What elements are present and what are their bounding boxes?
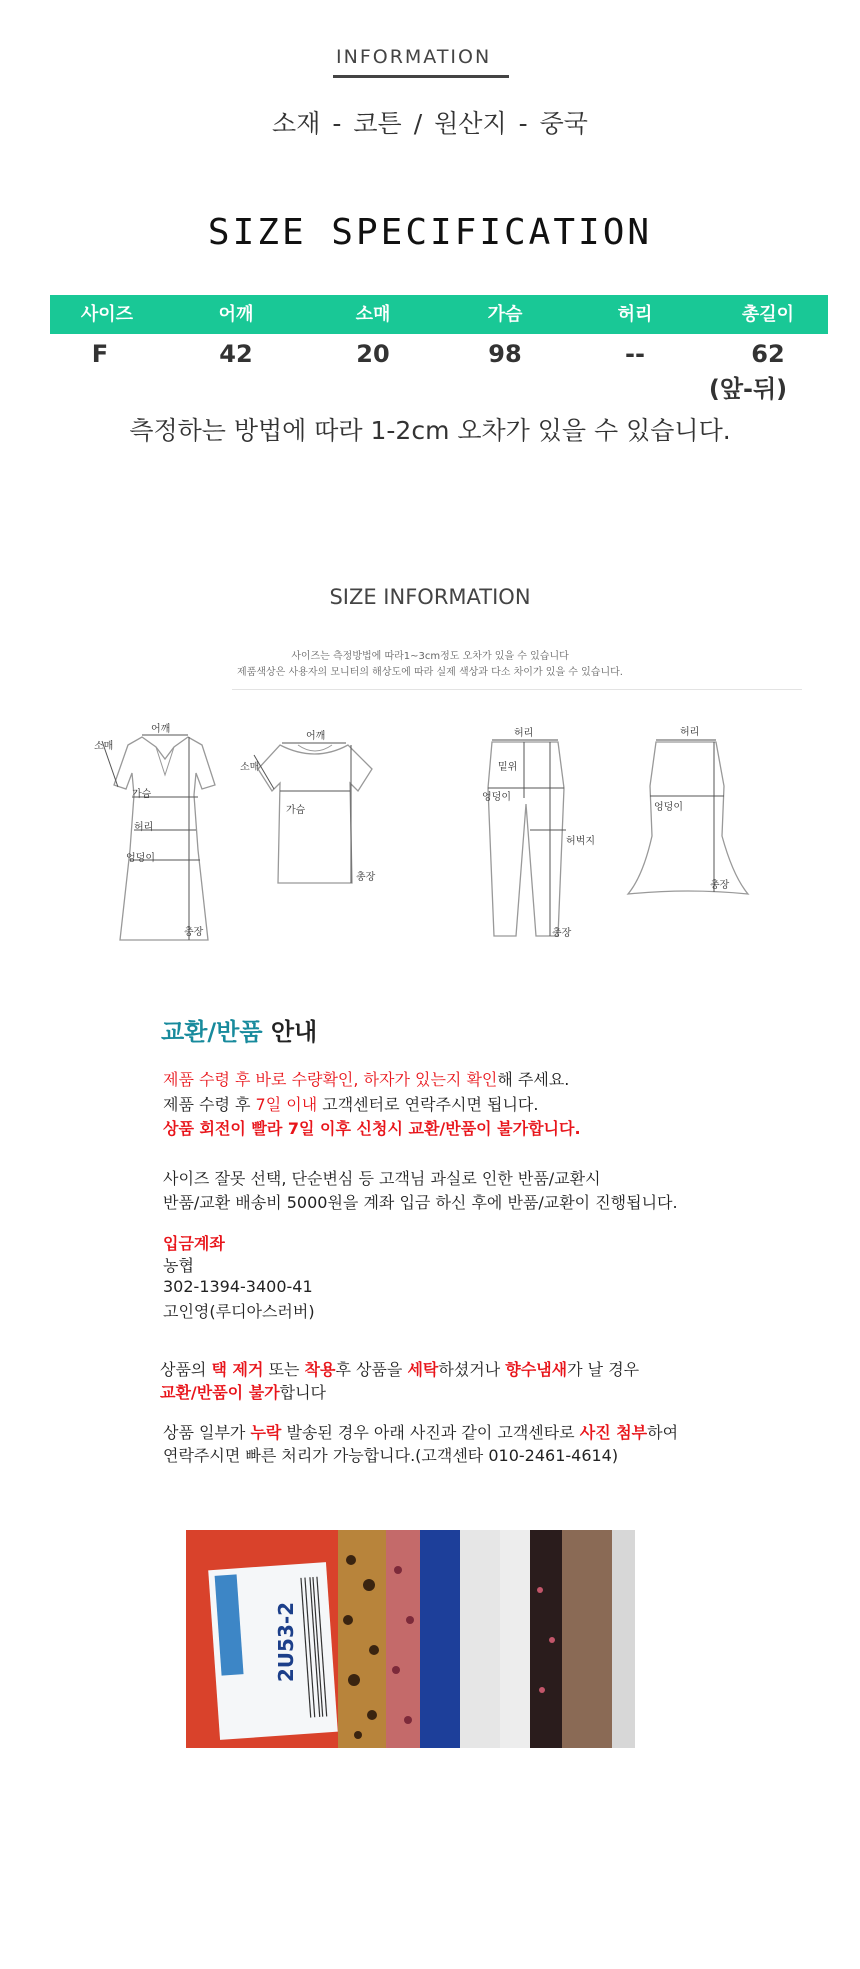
exchange-line-1-red: 제품 수령 후 바로 수량확인, 하자가 있는지 확인 [163, 1070, 498, 1089]
pants-hip-label: 엉덩이 [482, 792, 511, 803]
exchange-title [161, 1012, 317, 1047]
product-photo-image [186, 1530, 635, 1748]
notice-1-wash: 세탁 [407, 1360, 439, 1379]
exchange-line-1 [163, 1067, 569, 1090]
tshirt-shoulder-label: 어깨 [306, 731, 326, 742]
exchange-line-2 [163, 1092, 538, 1115]
notice-line-3 [163, 1420, 678, 1443]
exchange-line-2-b: 고객센터로 연락주시면 됩니다. [317, 1095, 539, 1114]
size-info-title: SIZE INFORMATION [329, 585, 531, 609]
dress-illustration [90, 725, 240, 945]
account-holder: 고인영(루디아스러버) [163, 1302, 315, 1321]
notice-1-a: 상품의 [160, 1360, 212, 1379]
notice-3-missing: 누락 [250, 1423, 282, 1442]
value-sleeve: 20 [356, 340, 390, 368]
dress-hip-label: 엉덩이 [126, 853, 155, 864]
exchange-line-2-a: 제품 수령 후 [163, 1095, 256, 1114]
size-spec-title: SIZE SPECIFICATION [207, 212, 653, 253]
slash: / [413, 109, 423, 138]
value-length-note: (앞-뒤) [708, 375, 788, 403]
notice-3-c: 하여 [647, 1423, 679, 1442]
notice-line-2 [160, 1380, 326, 1403]
notice-1-d: 하셨거나 [438, 1360, 506, 1379]
exchange-line-5: 반품/교환 배송비 5000원을 계좌 입금 하신 후에 반품/교환이 진행됩니다. [163, 1193, 678, 1212]
product-photo [186, 1530, 635, 1748]
header-sleeve: 소매 [355, 304, 391, 325]
header-length: 총길이 [741, 304, 795, 325]
dress-length-label: 총장 [184, 927, 204, 938]
size-info-note-2: 제품색상은 사용자의 모니터의 해상도에 따라 실제 색상과 다소 차이가 있을 수 있습니다. [237, 667, 623, 678]
origin-label: 원산지 [434, 109, 507, 138]
pants-rise-label: 밑위 [498, 762, 518, 773]
dash-1: - [332, 109, 342, 138]
skirt-diagram [618, 726, 758, 906]
dress-shoulder-label: 어깨 [151, 724, 171, 735]
skirt-illustration [618, 726, 758, 906]
notice-1-wear: 착용 [304, 1360, 336, 1379]
skirt-waist-label: 허리 [680, 727, 700, 738]
pants-length-label: 총장 [552, 928, 572, 939]
size-info-divider [232, 689, 802, 690]
size-table-header [50, 295, 828, 334]
notice-2-red: 교환/반품이 불가 [160, 1383, 280, 1402]
material-value: 코튼 [353, 109, 402, 138]
tshirt-length-label: 총장 [356, 872, 376, 883]
skirt-length-label: 총장 [710, 880, 730, 891]
dress-sleeve-label: 소매 [94, 741, 114, 752]
notice-2-rest: 합니다 [279, 1383, 326, 1402]
header-chest: 가슴 [487, 304, 523, 325]
pants-waist-label: 허리 [514, 728, 534, 739]
exchange-line-2-red: 7일 이내 [255, 1095, 318, 1114]
information-underline [333, 75, 509, 78]
photo-tag-code: 2U53-2 [274, 1601, 299, 1683]
pants-diagram [470, 728, 610, 948]
notice-1-tag: 택 제거 [211, 1360, 264, 1379]
value-size: F [91, 340, 109, 368]
notice-1-b: 또는 [263, 1360, 305, 1379]
dress-chest-label: 가슴 [132, 789, 152, 800]
measure-note: 측정하는 방법에 따라 1-2cm 오차가 있을 수 있습니다. [129, 416, 731, 445]
skirt-hip-label: 엉덩이 [654, 802, 683, 813]
exchange-title-main: 교환/반품 [161, 1018, 263, 1046]
size-info-note-1: 사이즈는 측정방법에 따라1~3cm정도 오차가 있을 수 있습니다 [291, 651, 569, 662]
tshirt-chest-label: 가슴 [286, 805, 306, 816]
exchange-line-3: 상품 회전이 빨라 7일 이후 신청시 교환/반품이 불가합니다. [163, 1119, 581, 1138]
header-shoulder: 어깨 [218, 304, 254, 325]
exchange-line-4: 사이즈 잘못 선택, 단순변심 등 고객님 과실로 인한 반품/교환시 [163, 1169, 601, 1188]
value-waist: -- [625, 340, 645, 368]
dash-2: - [518, 109, 528, 138]
exchange-line-1-rest: 해 주세요. [497, 1070, 570, 1089]
tshirt-diagram [240, 733, 390, 903]
header-waist: 허리 [617, 304, 653, 325]
value-chest: 98 [488, 340, 522, 368]
pants-thigh-label: 허벅지 [566, 836, 595, 847]
dress-waist-label: 허리 [134, 822, 154, 833]
notice-1-c: 후 상품을 [335, 1360, 408, 1379]
value-length: 62 [751, 340, 785, 368]
notice-1-e: 가 날 경우 [567, 1360, 640, 1379]
origin-value: 중국 [539, 109, 588, 138]
account-number: 302-1394-3400-41 [163, 1277, 313, 1296]
value-shoulder: 42 [219, 340, 253, 368]
notice-3-a: 상품 일부가 [163, 1423, 251, 1442]
material-origin-line [0, 104, 860, 140]
tshirt-sleeve-label: 소매 [240, 762, 260, 773]
notice-3-photo: 사진 첨부 [579, 1423, 648, 1442]
information-title: INFORMATION [336, 46, 492, 68]
exchange-title-sub: 안내 [270, 1018, 318, 1046]
notice-3-b: 발송된 경우 아래 사진과 같이 고객센타로 [281, 1423, 580, 1442]
notice-1-perfume: 향수냄새 [505, 1360, 568, 1379]
material-label: 소재 [272, 109, 321, 138]
dress-diagram [90, 725, 240, 945]
account-title: 입금계좌 [163, 1234, 225, 1253]
notice-line-4: 연락주시면 빠른 처리가 가능합니다.(고객센타 010-2461-4614) [163, 1446, 619, 1465]
account-bank: 농협 [163, 1256, 194, 1275]
notice-line-1 [160, 1357, 639, 1380]
header-size: 사이즈 [80, 304, 134, 325]
